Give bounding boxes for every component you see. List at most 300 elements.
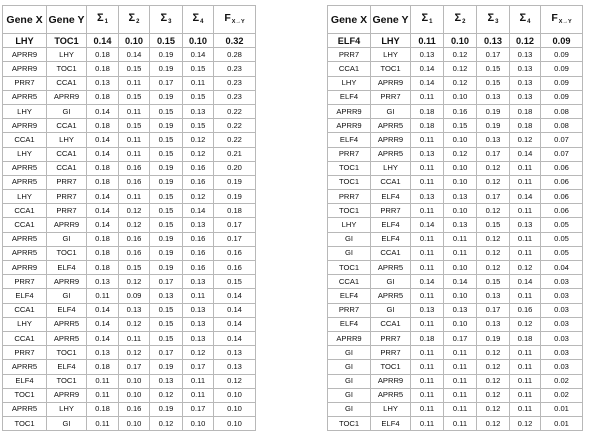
sigma-2-cell: 0.16 xyxy=(444,104,477,118)
sigma-1-cell: 0.18 xyxy=(87,261,119,275)
sigma-3-cell: 0.15 xyxy=(150,190,183,204)
sigma-2-cell: 0.15 xyxy=(119,119,150,133)
sigma-1-cell: 0.11 xyxy=(411,161,444,175)
header-sigma-2 xyxy=(119,6,150,34)
gene-x-cell: LHY xyxy=(3,104,47,118)
sigma-2-cell: 0.16 xyxy=(119,175,150,189)
sigma-2-cell: 0.10 xyxy=(119,417,150,431)
sigma-3-cell: 0.17 xyxy=(150,275,183,289)
f-x-to-y-cell: 0.04 xyxy=(541,261,583,275)
table-row xyxy=(328,388,583,402)
sigma-4-cell: 0.17 xyxy=(183,360,214,374)
f-x-to-y-cell: 0.06 xyxy=(541,175,583,189)
sigma-3-cell: 0.19 xyxy=(150,402,183,416)
f-x-to-y-cell: 0.16 xyxy=(214,261,256,275)
gene-y-cell: ELF4 xyxy=(371,232,411,246)
table-row xyxy=(328,360,583,374)
sigma-2-cell: 0.16 xyxy=(119,161,150,175)
table-row xyxy=(328,147,583,161)
gene-x-cell: LHY xyxy=(3,34,47,48)
gene-y-cell: LHY xyxy=(47,48,87,62)
sigma-4-cell: 0.15 xyxy=(183,119,214,133)
gene-y-cell: ELF4 xyxy=(47,360,87,374)
table-row xyxy=(328,204,583,218)
sigma-1-cell: 0.14 xyxy=(87,317,119,331)
f-x-to-y-cell: 0.32 xyxy=(214,34,256,48)
table-row xyxy=(328,133,583,147)
sigma-2-cell: 0.12 xyxy=(444,62,477,76)
gene-y-cell: CCA1 xyxy=(47,147,87,161)
sigma-1-cell: 0.11 xyxy=(411,204,444,218)
gene-x-cell: ELF4 xyxy=(3,374,47,388)
header-f-x-to-y xyxy=(541,6,583,34)
gene-x-cell: LHY xyxy=(3,317,47,331)
sigma-4-cell: 0.11 xyxy=(183,388,214,402)
sigma-2-cell: 0.13 xyxy=(444,190,477,204)
sigma-4-cell: 0.11 xyxy=(510,204,541,218)
sigma-3-cell: 0.12 xyxy=(477,346,510,360)
gene-y-cell: APRR5 xyxy=(371,147,411,161)
sigma-subscript: 2 xyxy=(136,18,140,25)
gene-y-cell: TOC1 xyxy=(47,34,87,48)
sigma-1-cell: 0.18 xyxy=(87,90,119,104)
sigma-4-cell: 0.13 xyxy=(510,218,541,232)
sigma-1-cell: 0.18 xyxy=(87,119,119,133)
sigma-1-cell: 0.14 xyxy=(87,204,119,218)
sigma-1-cell: 0.18 xyxy=(87,161,119,175)
gene-y-cell: GI xyxy=(47,289,87,303)
f-x-to-y-cell: 0.19 xyxy=(214,190,256,204)
sigma-2-cell: 0.13 xyxy=(444,218,477,232)
sigma-1-cell: 0.13 xyxy=(87,76,119,90)
table-row xyxy=(3,232,256,246)
f-x-to-y-cell: 0.22 xyxy=(214,104,256,118)
sigma-3-cell: 0.15 xyxy=(477,76,510,90)
header-sigma-3 xyxy=(150,6,183,34)
f-x-to-y-cell: 0.09 xyxy=(541,48,583,62)
f-x-to-y-cell: 0.23 xyxy=(214,62,256,76)
sigma-1-cell: 0.11 xyxy=(87,388,119,402)
sigma-3-cell: 0.19 xyxy=(477,331,510,345)
sigma-1-cell: 0.11 xyxy=(411,246,444,260)
sigma-4-cell: 0.16 xyxy=(183,232,214,246)
sigma-2-cell: 0.10 xyxy=(119,388,150,402)
gene-y-cell: LHY xyxy=(47,402,87,416)
f-x-to-y-cell: 0.02 xyxy=(541,388,583,402)
sigma-3-cell: 0.12 xyxy=(477,246,510,260)
sigma-subscript: 4 xyxy=(200,18,204,25)
sigma-4-cell: 0.14 xyxy=(183,48,214,62)
sigma-4-cell: 0.12 xyxy=(510,261,541,275)
sigma-4-cell: 0.17 xyxy=(183,402,214,416)
sigma-4-cell: 0.13 xyxy=(183,303,214,317)
f-x-to-y-cell: 0.09 xyxy=(541,62,583,76)
gene-y-cell: PRR7 xyxy=(371,90,411,104)
sigma-4-cell: 0.11 xyxy=(510,246,541,260)
sigma-3-cell: 0.15 xyxy=(477,275,510,289)
sigma-3-cell: 0.17 xyxy=(150,346,183,360)
sigma-2-cell: 0.12 xyxy=(119,346,150,360)
sigma-2-cell: 0.10 xyxy=(444,161,477,175)
sigma-2-cell: 0.15 xyxy=(119,261,150,275)
sigma-2-cell: 0.10 xyxy=(444,261,477,275)
sigma-4-cell: 0.13 xyxy=(183,331,214,345)
gene-x-cell: PRR7 xyxy=(3,76,47,90)
f-symbol: F xyxy=(224,11,231,24)
gene-y-cell: TOC1 xyxy=(47,346,87,360)
sigma-2-cell: 0.11 xyxy=(119,104,150,118)
gene-y-cell: GI xyxy=(47,104,87,118)
sigma-2-cell: 0.09 xyxy=(119,289,150,303)
gene-x-cell: PRR7 xyxy=(328,190,371,204)
sigma-1-cell: 0.14 xyxy=(87,34,119,48)
sigma-4-cell: 0.13 xyxy=(510,90,541,104)
gene-y-cell: LHY xyxy=(47,133,87,147)
table-body xyxy=(328,34,583,431)
sigma-4-cell: 0.12 xyxy=(183,190,214,204)
f-x-to-y-cell: 0.02 xyxy=(541,374,583,388)
sigma-4-cell: 0.12 xyxy=(510,417,541,431)
f-x-to-y-cell: 0.14 xyxy=(214,331,256,345)
gene-x-cell: PRR7 xyxy=(328,147,371,161)
gene-x-cell: TOC1 xyxy=(3,417,47,431)
f-x-to-y-cell: 0.06 xyxy=(541,161,583,175)
sigma-2-cell: 0.14 xyxy=(444,275,477,289)
table-row xyxy=(3,76,256,90)
sigma-2-cell: 0.11 xyxy=(444,246,477,260)
sigma-2-cell: 0.12 xyxy=(444,48,477,62)
gene-y-cell: GI xyxy=(371,275,411,289)
header-row xyxy=(328,6,583,34)
header-gene-y: Gene Y xyxy=(47,6,87,34)
sigma-3-cell: 0.13 xyxy=(477,133,510,147)
gene-y-cell: APRR9 xyxy=(47,218,87,232)
table-row xyxy=(3,317,256,331)
sigma-2-cell: 0.13 xyxy=(444,303,477,317)
table-row xyxy=(3,331,256,345)
sigma-1-cell: 0.18 xyxy=(87,360,119,374)
table-row xyxy=(3,119,256,133)
sigma-3-cell: 0.13 xyxy=(477,317,510,331)
table-row xyxy=(328,346,583,360)
table-row xyxy=(328,218,583,232)
f-x-to-y-cell: 0.09 xyxy=(541,90,583,104)
sigma-3-cell: 0.15 xyxy=(477,62,510,76)
sigma-3-cell: 0.15 xyxy=(150,317,183,331)
sigma-4-cell: 0.16 xyxy=(183,261,214,275)
sigma-4-cell: 0.16 xyxy=(510,303,541,317)
gene-x-cell: LHY xyxy=(328,76,371,90)
sigma-2-cell: 0.10 xyxy=(444,175,477,189)
gene-x-cell: APRR9 xyxy=(328,119,371,133)
sigma-3-cell: 0.19 xyxy=(150,161,183,175)
table-row xyxy=(3,388,256,402)
sigma-4-cell: 0.13 xyxy=(510,62,541,76)
sigma-3-cell: 0.19 xyxy=(150,261,183,275)
sigma-3-cell: 0.13 xyxy=(477,90,510,104)
table-row xyxy=(328,34,583,48)
sigma-2-cell: 0.10 xyxy=(444,317,477,331)
gene-x-cell: APRR5 xyxy=(3,175,47,189)
header-sigma-2 xyxy=(444,6,477,34)
sigma-3-cell: 0.19 xyxy=(150,119,183,133)
sigma-3-cell: 0.19 xyxy=(477,104,510,118)
gene-y-cell: APRR5 xyxy=(47,331,87,345)
gene-x-cell: TOC1 xyxy=(328,175,371,189)
f-x-to-y-cell: 0.05 xyxy=(541,218,583,232)
sigma-symbol: Σ xyxy=(519,11,527,24)
sigma-4-cell: 0.11 xyxy=(510,360,541,374)
sigma-symbol: Σ xyxy=(160,11,168,24)
sigma-2-cell: 0.11 xyxy=(444,417,477,431)
sigma-symbol: Σ xyxy=(128,11,136,24)
sigma-subscript: 1 xyxy=(429,18,433,25)
sigma-4-cell: 0.12 xyxy=(183,147,214,161)
gene-y-cell: PRR7 xyxy=(47,204,87,218)
sigma-2-cell: 0.10 xyxy=(119,34,150,48)
table-row xyxy=(328,289,583,303)
gene-x-cell: GI xyxy=(328,246,371,260)
sigma-2-cell: 0.12 xyxy=(119,218,150,232)
gene-x-cell: APRR5 xyxy=(3,402,47,416)
table-row xyxy=(328,275,583,289)
sigma-1-cell: 0.13 xyxy=(411,147,444,161)
header-f-x-to-y xyxy=(214,6,256,34)
f-x-to-y-cell: 0.06 xyxy=(541,190,583,204)
sigma-1-cell: 0.13 xyxy=(411,190,444,204)
sigma-3-cell: 0.17 xyxy=(477,190,510,204)
gene-x-cell: LHY xyxy=(328,218,371,232)
gene-y-cell: PRR7 xyxy=(47,190,87,204)
sigma-1-cell: 0.18 xyxy=(411,331,444,345)
sigma-1-cell: 0.18 xyxy=(411,119,444,133)
header-sigma-4 xyxy=(510,6,541,34)
f-x-to-y-cell: 0.21 xyxy=(214,147,256,161)
gene-y-cell: APRR9 xyxy=(47,275,87,289)
sigma-1-cell: 0.14 xyxy=(87,218,119,232)
gene-x-cell: CCA1 xyxy=(3,331,47,345)
table-row xyxy=(3,90,256,104)
gene-x-cell: GI xyxy=(328,388,371,402)
f-x-to-y-cell: 0.07 xyxy=(541,133,583,147)
sigma-1-cell: 0.18 xyxy=(87,232,119,246)
gene-y-cell: CCA1 xyxy=(371,317,411,331)
sigma-subscript: 1 xyxy=(104,18,108,25)
gene-y-cell: CCA1 xyxy=(47,161,87,175)
gene-y-cell: CCA1 xyxy=(371,175,411,189)
gene-y-cell: APRR9 xyxy=(47,90,87,104)
sigma-3-cell: 0.15 xyxy=(150,147,183,161)
gene-y-cell: GI xyxy=(47,417,87,431)
table-row xyxy=(3,161,256,175)
sigma-2-cell: 0.15 xyxy=(119,62,150,76)
header-gene-x: Gene X xyxy=(328,6,371,34)
results-table-left xyxy=(2,5,256,431)
f-symbol: F xyxy=(551,11,558,24)
gene-x-cell: PRR7 xyxy=(328,48,371,62)
sigma-4-cell: 0.10 xyxy=(183,417,214,431)
gene-y-cell: GI xyxy=(371,104,411,118)
table-row xyxy=(328,104,583,118)
f-x-to-y-cell: 0.28 xyxy=(214,48,256,62)
sigma-4-cell: 0.18 xyxy=(510,119,541,133)
sigma-1-cell: 0.11 xyxy=(411,90,444,104)
f-x-to-y-cell: 0.14 xyxy=(214,317,256,331)
gene-x-cell: TOC1 xyxy=(328,261,371,275)
f-subscript: X→Y xyxy=(558,18,572,25)
sigma-4-cell: 0.13 xyxy=(510,48,541,62)
sigma-2-cell: 0.16 xyxy=(119,402,150,416)
gene-x-cell: CCA1 xyxy=(328,275,371,289)
gene-x-cell: CCA1 xyxy=(328,62,371,76)
gene-y-cell: PRR7 xyxy=(371,331,411,345)
f-x-to-y-cell: 0.13 xyxy=(214,346,256,360)
sigma-4-cell: 0.13 xyxy=(510,76,541,90)
sigma-4-cell: 0.12 xyxy=(183,133,214,147)
sigma-1-cell: 0.11 xyxy=(411,417,444,431)
sigma-3-cell: 0.12 xyxy=(477,232,510,246)
f-x-to-y-cell: 0.07 xyxy=(541,147,583,161)
f-x-to-y-cell: 0.03 xyxy=(541,360,583,374)
sigma-1-cell: 0.14 xyxy=(411,218,444,232)
gene-y-cell: LHY xyxy=(371,402,411,416)
sigma-3-cell: 0.15 xyxy=(150,34,183,48)
table-row xyxy=(3,175,256,189)
sigma-1-cell: 0.14 xyxy=(87,190,119,204)
sigma-4-cell: 0.12 xyxy=(183,346,214,360)
sigma-1-cell: 0.11 xyxy=(411,374,444,388)
sigma-2-cell: 0.16 xyxy=(119,232,150,246)
table-row xyxy=(3,402,256,416)
f-x-to-y-cell: 0.23 xyxy=(214,76,256,90)
sigma-4-cell: 0.12 xyxy=(510,317,541,331)
gene-y-cell: ELF4 xyxy=(47,261,87,275)
table-row xyxy=(3,246,256,260)
f-x-to-y-cell: 0.01 xyxy=(541,417,583,431)
table-row xyxy=(3,303,256,317)
sigma-3-cell: 0.12 xyxy=(477,161,510,175)
gene-y-cell: ELF4 xyxy=(371,218,411,232)
sigma-1-cell: 0.13 xyxy=(411,48,444,62)
gene-y-cell: TOC1 xyxy=(371,62,411,76)
sigma-1-cell: 0.18 xyxy=(411,104,444,118)
sigma-1-cell: 0.11 xyxy=(411,317,444,331)
gene-x-cell: CCA1 xyxy=(3,303,47,317)
table-row xyxy=(3,417,256,431)
sigma-4-cell: 0.12 xyxy=(510,34,541,48)
sigma-2-cell: 0.11 xyxy=(444,388,477,402)
f-x-to-y-cell: 0.17 xyxy=(214,232,256,246)
f-x-to-y-cell: 0.10 xyxy=(214,402,256,416)
sigma-2-cell: 0.11 xyxy=(444,360,477,374)
sigma-4-cell: 0.13 xyxy=(183,218,214,232)
gene-x-cell: LHY xyxy=(3,147,47,161)
sigma-2-cell: 0.16 xyxy=(119,246,150,260)
header-row xyxy=(3,6,256,34)
sigma-3-cell: 0.12 xyxy=(477,175,510,189)
gene-y-cell: ELF4 xyxy=(371,190,411,204)
table-row xyxy=(328,119,583,133)
sigma-2-cell: 0.12 xyxy=(119,204,150,218)
table-row xyxy=(3,289,256,303)
sigma-4-cell: 0.13 xyxy=(183,275,214,289)
f-x-to-y-cell: 0.22 xyxy=(214,133,256,147)
sigma-1-cell: 0.11 xyxy=(411,34,444,48)
sigma-1-cell: 0.11 xyxy=(411,232,444,246)
gene-x-cell: ELF4 xyxy=(328,317,371,331)
gene-y-cell: PRR7 xyxy=(371,346,411,360)
gene-y-cell: APRR5 xyxy=(47,317,87,331)
sigma-3-cell: 0.12 xyxy=(477,417,510,431)
table-row xyxy=(3,218,256,232)
f-x-to-y-cell: 0.10 xyxy=(214,417,256,431)
table-row xyxy=(3,34,256,48)
sigma-1-cell: 0.18 xyxy=(87,402,119,416)
header-sigma-4 xyxy=(183,6,214,34)
gene-x-cell: ELF4 xyxy=(328,133,371,147)
sigma-4-cell: 0.11 xyxy=(510,388,541,402)
sigma-1-cell: 0.14 xyxy=(87,303,119,317)
f-x-to-y-cell: 0.16 xyxy=(214,246,256,260)
gene-x-cell: APRR9 xyxy=(3,261,47,275)
f-x-to-y-cell: 0.13 xyxy=(214,360,256,374)
f-x-to-y-cell: 0.22 xyxy=(214,119,256,133)
sigma-3-cell: 0.19 xyxy=(150,48,183,62)
gene-x-cell: APRR9 xyxy=(328,331,371,345)
f-x-to-y-cell: 0.03 xyxy=(541,275,583,289)
table-row xyxy=(328,317,583,331)
sigma-2-cell: 0.11 xyxy=(119,133,150,147)
f-x-to-y-cell: 0.18 xyxy=(214,204,256,218)
sigma-4-cell: 0.11 xyxy=(510,402,541,416)
gene-x-cell: TOC1 xyxy=(328,204,371,218)
f-x-to-y-cell: 0.19 xyxy=(214,175,256,189)
table-row xyxy=(328,261,583,275)
sigma-3-cell: 0.17 xyxy=(150,76,183,90)
sigma-1-cell: 0.11 xyxy=(87,289,119,303)
gene-y-cell: APRR9 xyxy=(47,388,87,402)
table-row xyxy=(328,232,583,246)
sigma-3-cell: 0.13 xyxy=(150,289,183,303)
sigma-3-cell: 0.19 xyxy=(150,246,183,260)
table-row xyxy=(328,76,583,90)
sigma-3-cell: 0.13 xyxy=(477,34,510,48)
sigma-symbol: Σ xyxy=(97,11,104,24)
table-row xyxy=(3,275,256,289)
table-row xyxy=(328,161,583,175)
sigma-2-cell: 0.12 xyxy=(119,275,150,289)
sigma-2-cell: 0.12 xyxy=(444,147,477,161)
sigma-2-cell: 0.10 xyxy=(444,133,477,147)
gene-y-cell: APRR5 xyxy=(371,119,411,133)
gene-x-cell: APRR9 xyxy=(328,104,371,118)
sigma-symbol: Σ xyxy=(487,11,495,24)
results-table-right xyxy=(327,5,583,431)
header-sigma-3 xyxy=(477,6,510,34)
sigma-1-cell: 0.18 xyxy=(87,175,119,189)
gene-y-cell: PRR7 xyxy=(371,204,411,218)
f-x-to-y-cell: 0.03 xyxy=(541,303,583,317)
header-sigma-1 xyxy=(87,6,119,34)
sigma-3-cell: 0.17 xyxy=(477,48,510,62)
sigma-4-cell: 0.16 xyxy=(183,161,214,175)
table-row xyxy=(3,48,256,62)
gene-x-cell: ELF4 xyxy=(328,90,371,104)
gene-x-cell: ELF4 xyxy=(3,289,47,303)
gene-x-cell: GI xyxy=(328,346,371,360)
sigma-2-cell: 0.11 xyxy=(444,374,477,388)
sigma-1-cell: 0.14 xyxy=(87,133,119,147)
